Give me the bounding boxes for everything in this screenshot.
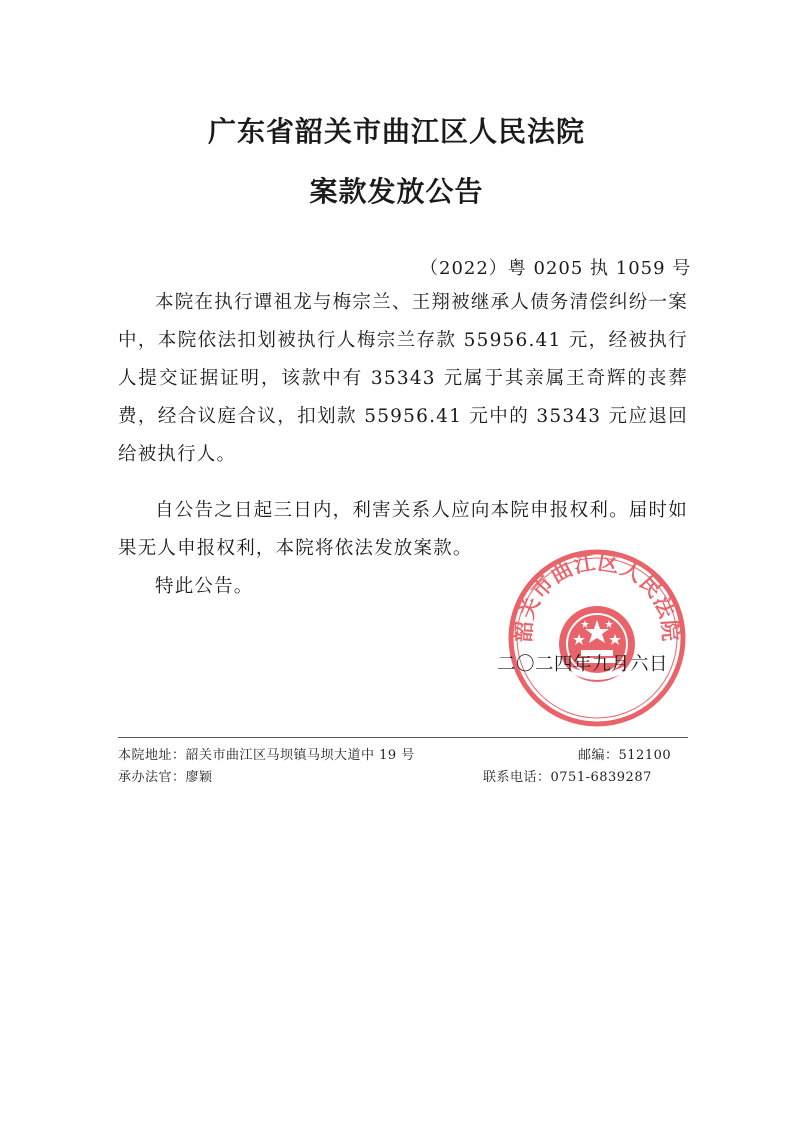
- body-paragraph-1: 本院在执行谭祖龙与梅宗兰、王翔被继承人债务清偿纠纷一案中，本院依法扣划被执行人梅宗兰存款 55956.41 元，经被执行人提交证据证明，该款中有 35343 元属于其亲属王奇辉的丧葬费，经合议庭合议，扣划款 55956.41 元中的 35343 元应退回给被执行人。: [118, 292, 688, 465]
- presiding-judge: 承办法官：廖颖: [118, 770, 213, 785]
- footer-divider: [118, 737, 688, 738]
- notice-date: 二〇二四年九月六日: [497, 654, 669, 675]
- postcode: 邮编：512100: [578, 748, 672, 763]
- seal-text: 韶关市曲江区人民法院: [511, 550, 683, 643]
- case-number: （2022）粤 0205 执 1059 号: [420, 258, 692, 279]
- body-paragraph-closing: 特此公告。: [155, 576, 254, 597]
- court-address: 本院地址：韶关市曲江区马坝镇马坝大道中 19 号: [118, 748, 415, 763]
- court-seal: [507, 548, 687, 728]
- court-name-title: 广东省韶关市曲江区人民法院: [207, 115, 585, 148]
- contact-phone: 联系电话：0751-6839287: [483, 770, 652, 785]
- body-paragraph-2: 自公告之日起三日内，利害关系人应向本院申报权利。届时如果无人申报权利，本院将依法发放案款。: [118, 500, 688, 559]
- notice-title: 案款发放公告: [309, 175, 484, 208]
